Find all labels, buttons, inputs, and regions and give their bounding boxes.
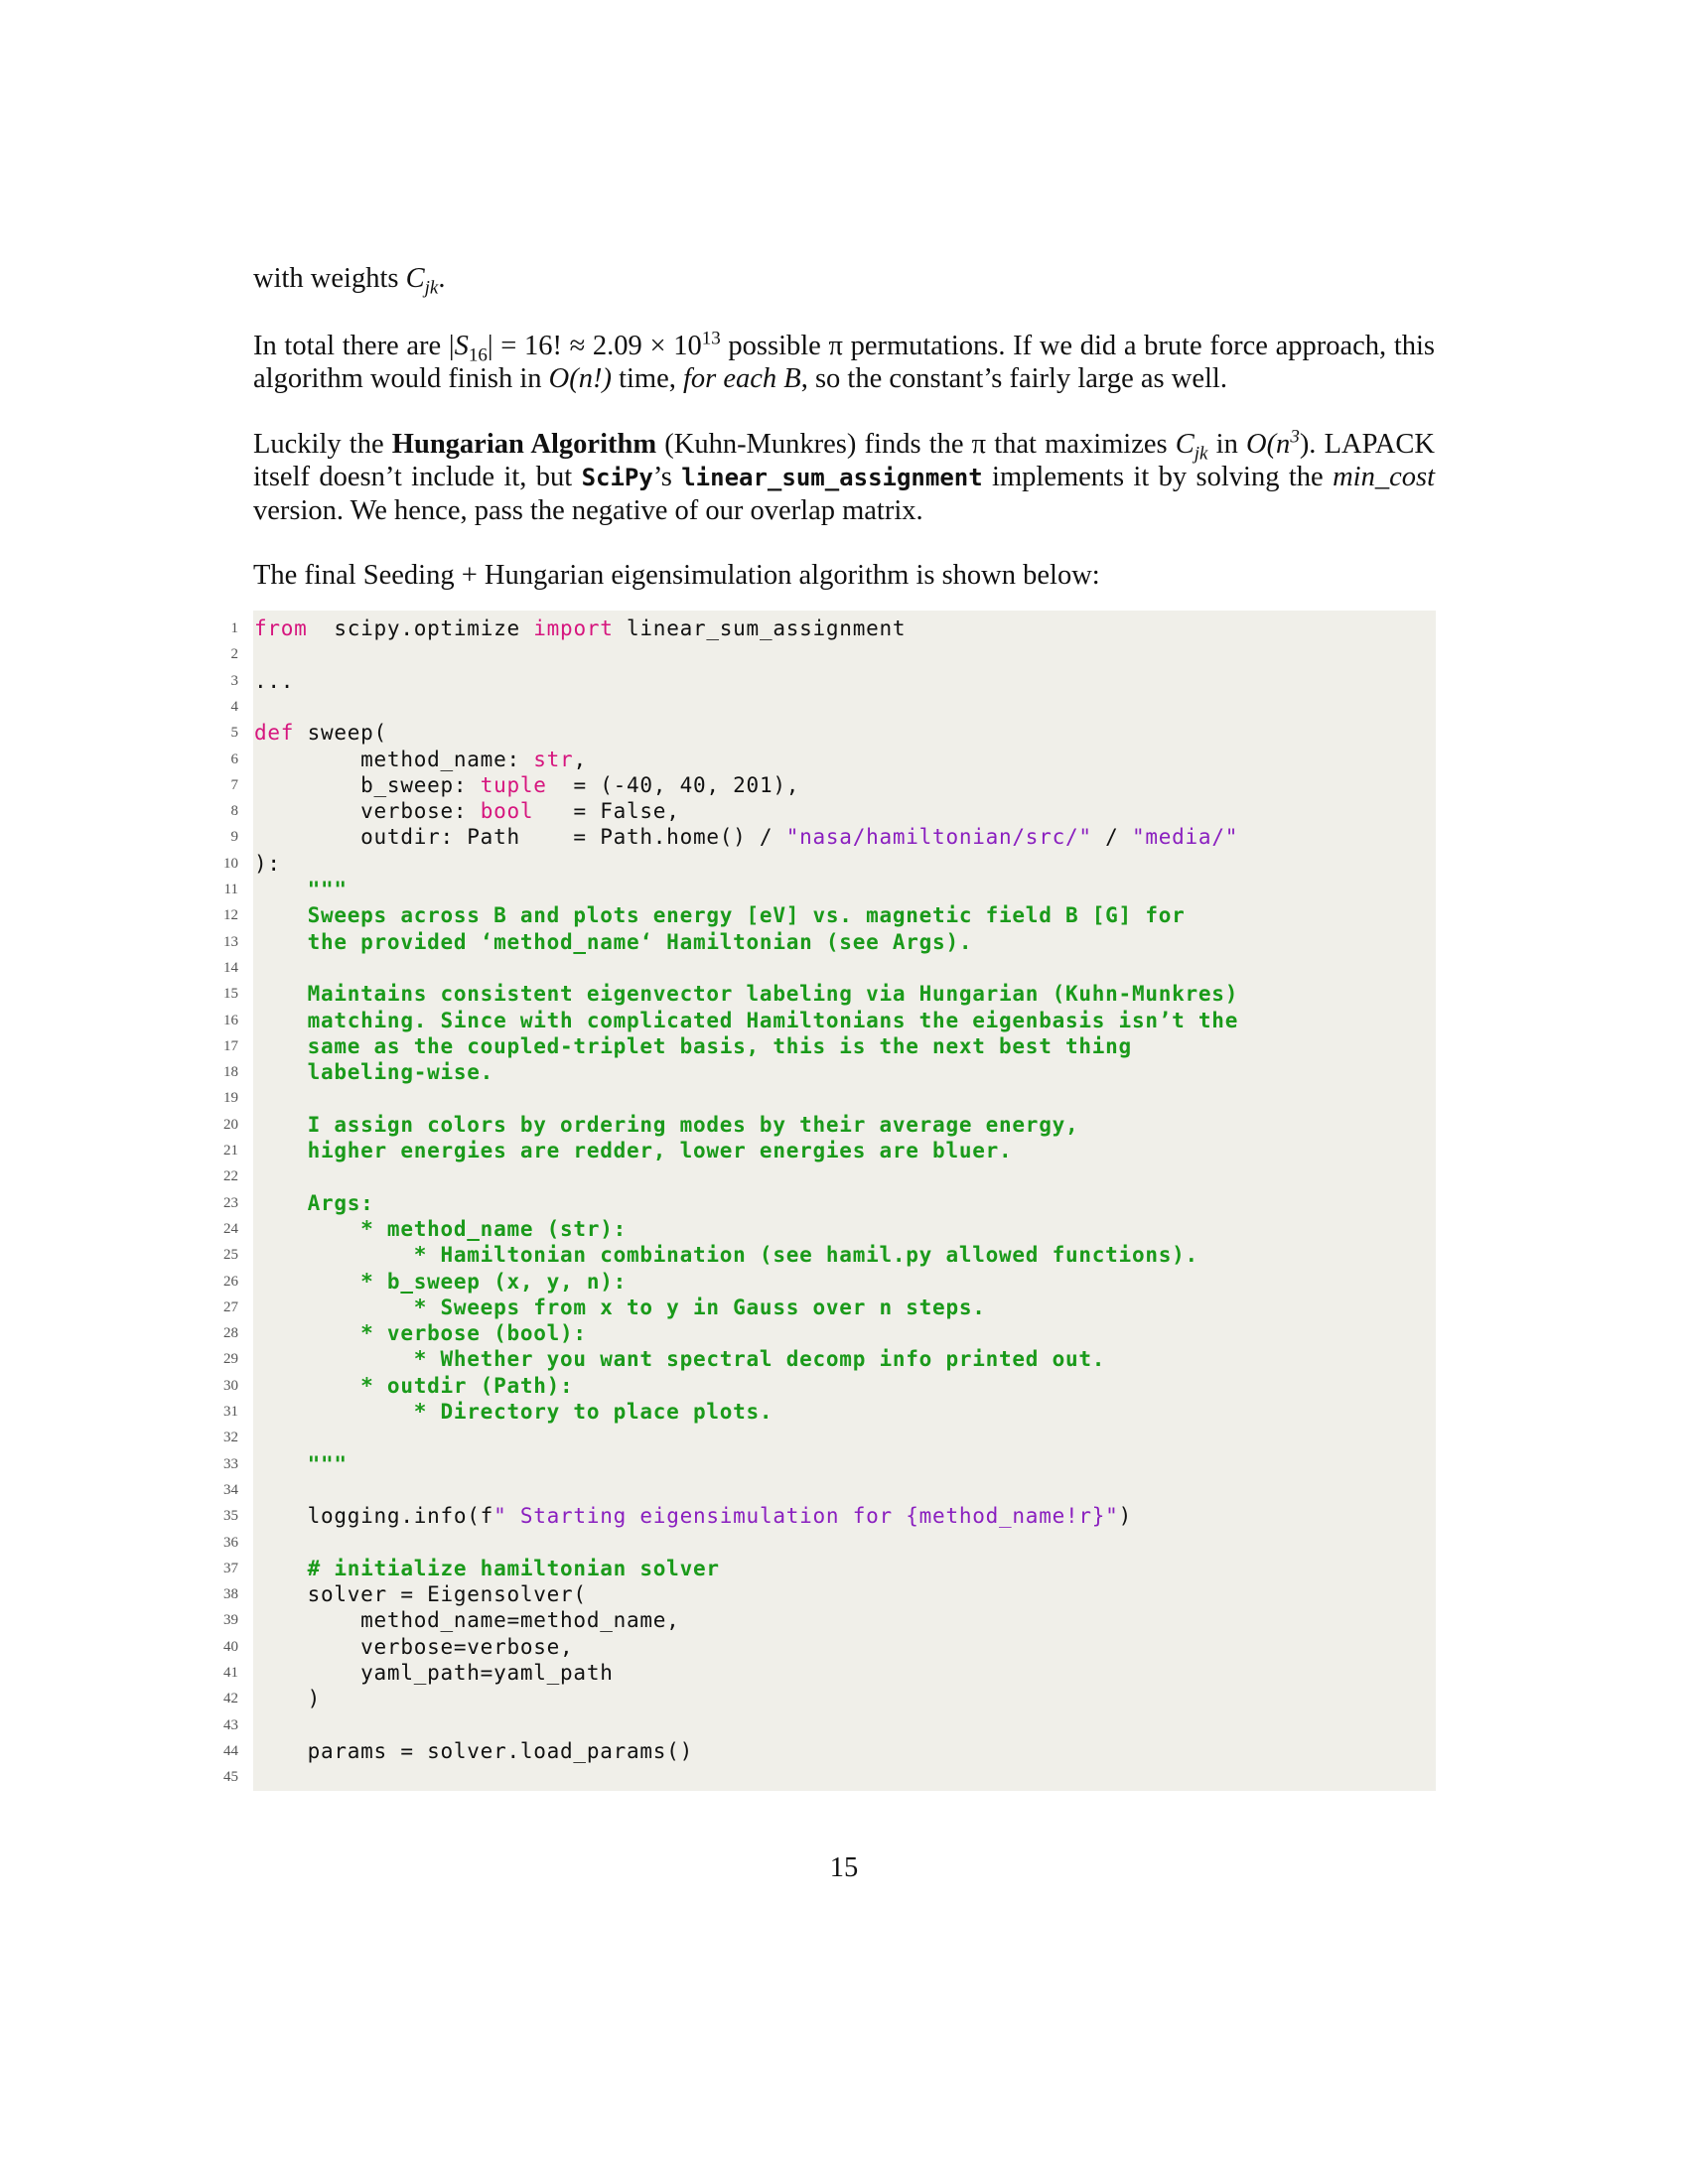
emphasis-min-cost: min_cost xyxy=(1333,462,1435,492)
code-token: method_name=method_name, xyxy=(254,1608,680,1633)
code-token: = False, xyxy=(533,799,680,824)
code-token: sweep( xyxy=(294,721,387,746)
line-number: 38 xyxy=(223,1586,238,1603)
code-line xyxy=(254,1634,573,1660)
code-docstring: labeling-wise. xyxy=(254,1060,494,1085)
code-docstring: matching. Since with complicated Hamiltonians the eigenbasis isn’t the xyxy=(254,1008,1239,1032)
code-line xyxy=(254,1686,321,1711)
code-token: ) xyxy=(254,1687,321,1711)
math-o-n-cubed: $O(n^3$ xyxy=(1245,426,1300,460)
line-number: 25 xyxy=(223,1247,238,1264)
code-docstring: the provided ‘method_name‘ Hamiltonian (see Args). xyxy=(254,929,973,954)
line-number: 41 xyxy=(223,1665,238,1681)
math-cjk: $C_{jk}$ xyxy=(1175,429,1208,465)
code-token: / xyxy=(1091,825,1132,850)
code-line xyxy=(254,902,1186,928)
code-line xyxy=(254,1216,627,1242)
line-number: 28 xyxy=(223,1325,238,1342)
line-number: 19 xyxy=(223,1090,238,1107)
code-docstring: # initialize hamiltonian solver xyxy=(254,1556,720,1580)
line-number: 26 xyxy=(223,1273,238,1290)
code-line xyxy=(254,1269,627,1295)
line-number: 39 xyxy=(223,1612,238,1629)
code-docstring: higher energies are redder, lower energies are bluer. xyxy=(254,1139,1013,1162)
line-number: 11 xyxy=(223,882,238,897)
code-docstring: * Directory to place plots. xyxy=(254,1400,774,1424)
code-token: = (-40, 40, 201), xyxy=(546,772,800,797)
line-number: 36 xyxy=(223,1534,238,1551)
line-number: 32 xyxy=(223,1430,238,1446)
code-token: method_name: xyxy=(254,747,534,771)
code-line xyxy=(254,1451,348,1477)
code-keyword: import xyxy=(533,616,614,640)
line-number: 34 xyxy=(223,1481,238,1498)
code-line xyxy=(254,1556,720,1581)
line-number: 12 xyxy=(223,907,238,924)
line-number: 16 xyxy=(223,1012,238,1028)
line-number: 20 xyxy=(223,1116,238,1133)
code-string: " Starting eigensimulation for {method_name!r}" xyxy=(493,1504,1119,1529)
code-docstring: * b_sweep (x, y, n): xyxy=(254,1269,628,1294)
code-line xyxy=(254,772,799,798)
code-docstring: """ xyxy=(254,878,348,901)
code-line xyxy=(254,1346,1105,1372)
code-token: solver = Eigensolver( xyxy=(254,1582,587,1607)
math-big-o: O(n!) xyxy=(548,363,612,394)
code-keyword: from xyxy=(254,616,308,640)
line-number: 43 xyxy=(223,1716,238,1733)
code-line xyxy=(254,747,587,772)
line-number: 8 xyxy=(230,803,238,820)
code-line xyxy=(254,1373,573,1399)
code-line xyxy=(254,877,348,902)
code-docstring: Maintains consistent eigenvector labeling via Hungarian (Kuhn-Munkres) xyxy=(254,982,1239,1007)
line-number: 29 xyxy=(223,1351,238,1368)
paragraph-weights: with weights $C_{jk}$. xyxy=(253,263,446,299)
code-token: params = solver.load_params() xyxy=(254,1738,693,1763)
code-token: logging.info(f xyxy=(254,1504,494,1529)
code-line xyxy=(254,929,972,955)
line-number: 3 xyxy=(230,672,238,689)
page-number: 15 xyxy=(829,1852,859,1883)
code-line xyxy=(254,1607,680,1633)
line-number: 33 xyxy=(223,1455,238,1472)
line-number: 7 xyxy=(230,776,238,793)
line-number: 13 xyxy=(223,933,238,950)
code-line xyxy=(254,1399,773,1425)
code-line xyxy=(254,1242,1198,1268)
line-number: 44 xyxy=(223,1742,238,1759)
line-number: 2 xyxy=(230,646,238,663)
line-number: 42 xyxy=(223,1691,238,1707)
code-line xyxy=(254,851,281,877)
code-line xyxy=(254,1138,1012,1163)
code-docstring: * method_name (str): xyxy=(254,1216,628,1241)
code-line xyxy=(254,798,680,824)
code-keyword: tuple xyxy=(480,772,547,797)
code-scipy: SciPy xyxy=(581,464,653,491)
paragraph-final-algorithm: The final Seeding + Hungarian eigensimulation algorithm is shown below: xyxy=(253,560,1100,591)
code-line xyxy=(254,1660,614,1686)
line-number: 4 xyxy=(230,698,238,715)
code-string: "media/" xyxy=(1131,825,1239,850)
text: with weights xyxy=(253,263,406,294)
code-line xyxy=(254,1295,986,1320)
code-token: verbose=verbose, xyxy=(254,1634,574,1659)
math-s16: S xyxy=(454,331,469,361)
line-number: 23 xyxy=(223,1194,238,1211)
code-token: verbose: xyxy=(254,799,481,824)
code-docstring: Sweeps across B and plots energy [eV] vs. magnetic field B [G] for xyxy=(254,903,1186,928)
line-number: 1 xyxy=(230,620,238,636)
code-line xyxy=(254,1581,587,1607)
bold-hungarian-algorithm: Hungarian Algorithm xyxy=(391,429,657,460)
code-line xyxy=(254,1008,1238,1033)
line-number: 9 xyxy=(230,829,238,846)
line-number: 17 xyxy=(223,1037,238,1054)
line-number: 18 xyxy=(223,1064,238,1081)
line-number: 15 xyxy=(223,986,238,1003)
code-line xyxy=(254,1190,374,1216)
code-token: outdir: Path = Path.home() / xyxy=(254,825,786,850)
code-keyword: bool xyxy=(480,799,534,824)
paragraph-permutations: In total there are $|S_{16}| = 16$! ≈ $2.09 \times 10^{13}$ possible π permutations. If we did a brute force approach, this algorithm would finish in O(n!) time, for each B, so the constant’s fairly large as well. xyxy=(253,328,1436,394)
code-docstring: * Sweeps from x to y in Gauss over n steps. xyxy=(254,1295,986,1319)
line-number: 27 xyxy=(223,1298,238,1315)
code-line xyxy=(254,1503,1132,1529)
code-line xyxy=(254,1738,693,1764)
line-number: 40 xyxy=(223,1638,238,1655)
code-docstring: Args: xyxy=(254,1190,374,1215)
code-docstring: * outdir (Path): xyxy=(254,1373,574,1398)
line-number: 6 xyxy=(230,751,238,767)
line-number: 24 xyxy=(223,1220,238,1237)
code-line xyxy=(254,1059,493,1085)
line-number: 5 xyxy=(230,725,238,742)
code-docstring: I assign colors by ordering modes by their average energy, xyxy=(254,1112,1079,1137)
line-number: 30 xyxy=(223,1377,238,1394)
code-line xyxy=(254,668,294,694)
code-token: , xyxy=(573,747,587,771)
code-line xyxy=(254,981,1238,1007)
line-number: 10 xyxy=(223,855,238,872)
code-token: b_sweep: xyxy=(254,772,481,797)
math-cjk: $C_{jk}$ xyxy=(405,263,439,299)
code-docstring: * verbose (bool): xyxy=(254,1321,587,1346)
line-number: 35 xyxy=(223,1508,238,1525)
line-number: 37 xyxy=(223,1560,238,1576)
code-line xyxy=(254,615,906,641)
code-docstring: """ xyxy=(254,1451,348,1476)
code-line xyxy=(254,1033,1132,1059)
line-number: 45 xyxy=(223,1769,238,1786)
code-line xyxy=(254,720,387,746)
code-line xyxy=(254,1320,587,1346)
code-line xyxy=(254,1112,1078,1138)
code-token: scipy.optimize xyxy=(307,616,534,640)
line-number: 21 xyxy=(223,1143,238,1159)
code-token: ) xyxy=(1118,1504,1132,1529)
code-string: "nasa/hamiltonian/src/" xyxy=(785,825,1092,850)
code-token: yaml_path=yaml_path xyxy=(254,1661,614,1685)
emphasis-for-each: for each B xyxy=(683,363,801,394)
code-docstring: same as the coupled-triplet basis, this is the next best thing xyxy=(254,1033,1132,1058)
paragraph-hungarian: Luckily the Hungarian Algorithm (Kuhn-Munkres) finds the π that maximizes $C_{jk}$ in $O(n^3)$. LAPACK itself doesn’t include it, but SciPy’s linear_sum_assignment implements it by solving the min_cost version. We hence, pass the negative of our overlap matrix. xyxy=(253,426,1435,526)
code-line xyxy=(254,824,1238,850)
code-keyword: str xyxy=(533,747,574,771)
code-docstring: * Whether you want spectral decomp info printed out. xyxy=(254,1347,1106,1372)
code-token: linear_sum_assignment xyxy=(613,616,907,640)
code-token: ): xyxy=(254,851,281,876)
code-docstring: * Hamiltonian combination (see hamil.py allowed functions). xyxy=(254,1243,1198,1268)
line-number: 31 xyxy=(223,1404,238,1420)
line-number: 22 xyxy=(223,1168,238,1185)
code-keyword: def xyxy=(254,721,295,746)
line-number: 14 xyxy=(223,959,238,976)
code-linear-sum-assignment: linear_sum_assignment xyxy=(681,464,983,491)
code-token: ... xyxy=(254,668,295,693)
